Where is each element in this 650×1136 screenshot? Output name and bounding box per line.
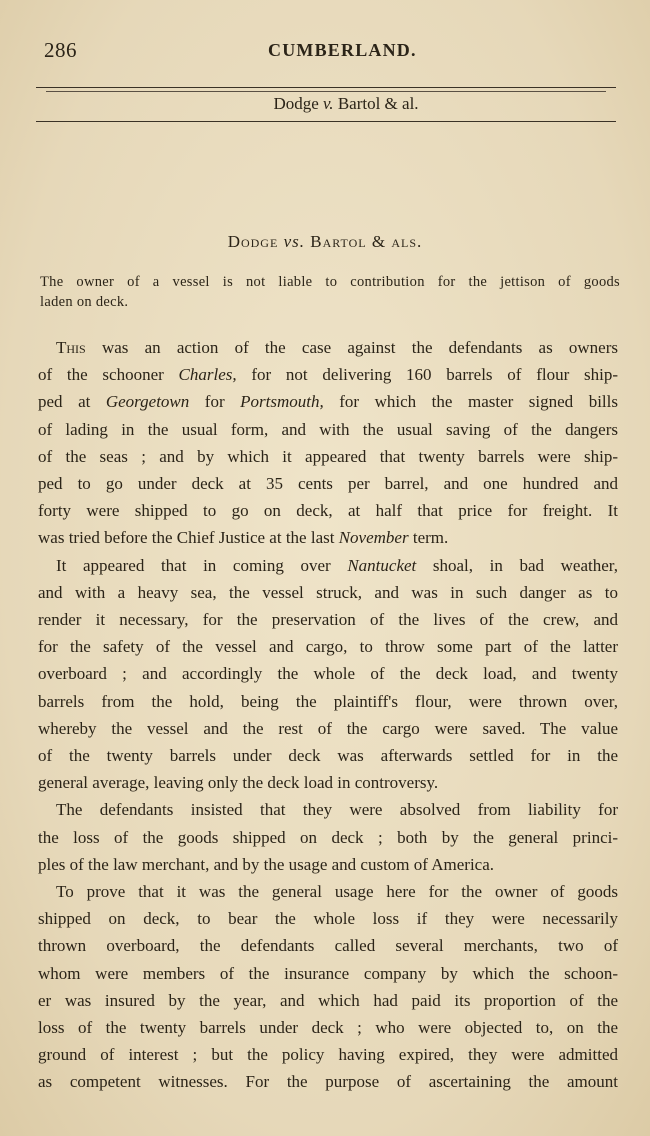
text-run: of lading in the usual form, and with the usual saving of the dangers bbox=[38, 419, 618, 439]
text-line bbox=[38, 579, 618, 606]
page-header bbox=[0, 34, 650, 64]
text-line bbox=[38, 470, 618, 497]
text-line bbox=[38, 960, 618, 987]
case-ref-right: Bartol & al. bbox=[337, 94, 419, 113]
text-run: To prove that it was the general usage here for the owner of goods bbox=[56, 882, 618, 902]
text-line bbox=[38, 715, 618, 742]
text-run: whereby the vessel and the rest of the cargo were saved. The value bbox=[38, 718, 618, 738]
text-line bbox=[38, 552, 618, 579]
text-line bbox=[38, 742, 618, 769]
text-line bbox=[38, 388, 618, 415]
text-line bbox=[38, 660, 618, 687]
text-run: forty were shipped to go on deck, at half that price for freight. It bbox=[38, 501, 618, 521]
text-run: term. bbox=[408, 528, 449, 548]
syllabus-line: laden on deck. bbox=[40, 294, 129, 310]
text-run: ples of the law merchant, and by the usage and custom of America. bbox=[38, 854, 495, 874]
case-title-left: Dodge bbox=[227, 232, 279, 251]
case-ref-left: Dodge bbox=[273, 94, 319, 113]
text-line bbox=[38, 334, 618, 361]
text-run: render it necessary, for the preservation of the lives of the crew, and bbox=[38, 610, 618, 630]
italic-text: Georgetown bbox=[105, 392, 190, 412]
text-run: the loss of the goods shipped on deck ; both by the general princi- bbox=[38, 827, 618, 847]
text-line bbox=[38, 361, 618, 388]
text-line bbox=[38, 851, 618, 878]
text-run: ground of interest ; but the policy having expired, they were admitted bbox=[38, 1045, 618, 1065]
text-run: of the schooner bbox=[38, 365, 179, 385]
body-text bbox=[38, 334, 618, 1096]
text-run: for not delivering 160 barrels of flour ship- bbox=[236, 365, 618, 385]
text-run: The defendants insisted that they were absolved from liability for bbox=[56, 800, 618, 820]
text-line bbox=[38, 606, 618, 633]
italic-text: November bbox=[338, 528, 409, 548]
syllabus bbox=[40, 272, 620, 312]
italic-text: Charles, bbox=[178, 365, 237, 385]
text-run: general average, leaving only the deck load in controversy. bbox=[38, 773, 439, 793]
text-run: shoal, in bad weather, bbox=[416, 555, 618, 575]
syllabus-line: The owner of a vessel is not liable to contribution for the jettison of goods bbox=[40, 274, 620, 290]
running-head: CUMBERLAND. bbox=[268, 40, 417, 60]
text-line bbox=[38, 416, 618, 443]
text-run: thrown overboard, the defendants called several merchants, two of bbox=[38, 936, 618, 956]
header-rule-top-inner bbox=[46, 91, 606, 92]
text-line bbox=[38, 796, 618, 823]
text-line bbox=[38, 905, 618, 932]
text-run: whom were members of the insurance company by which the schoon- bbox=[38, 963, 618, 983]
text-line bbox=[38, 932, 618, 959]
text-line bbox=[38, 633, 618, 660]
text-line bbox=[38, 878, 618, 905]
text-run: shipped on deck, to bear the whole loss if they were necessarily bbox=[38, 909, 618, 929]
text-run: loss of the twenty barrels under deck ; who were objected to, on the bbox=[38, 1018, 618, 1038]
italic-text: Portsmouth, bbox=[240, 392, 324, 412]
text-run: of the seas ; and by which it appeared that twenty barrels were ship- bbox=[38, 446, 618, 466]
text-line bbox=[38, 1068, 618, 1095]
header-rule-top bbox=[36, 87, 616, 88]
case-title bbox=[0, 232, 650, 252]
text-run: as competent witnesses. For the purpose of ascertaining the amount bbox=[38, 1072, 618, 1092]
text-line bbox=[38, 1014, 618, 1041]
text-line bbox=[38, 769, 618, 796]
header-rule-bottom bbox=[36, 121, 616, 122]
text-run: overboard ; and accordingly the whole of the deck load, and twenty bbox=[38, 664, 618, 684]
text-line bbox=[38, 1041, 618, 1068]
text-run: for which the master signed bills bbox=[323, 392, 618, 412]
text-run: barrels from the hold, being the plaintiff's flour, were thrown over, bbox=[38, 691, 618, 711]
case-reference bbox=[0, 94, 650, 114]
page-number: 286 bbox=[44, 38, 77, 62]
text-line bbox=[38, 987, 618, 1014]
text-run: ped to go under deck at 35 cents per barrel, and one hundred and bbox=[38, 474, 618, 494]
text-run: er was insured by the year, and which had paid its proportion of the bbox=[38, 990, 618, 1010]
text-line bbox=[38, 443, 618, 470]
text-run: This bbox=[56, 338, 86, 357]
text-run: for the safety of the vessel and cargo, to throw some part of the latter bbox=[38, 637, 618, 657]
text-line bbox=[38, 524, 618, 551]
text-run: was tried before the Chief Justice at the last bbox=[38, 528, 339, 548]
text-run: for bbox=[189, 392, 241, 412]
case-ref-v: v. bbox=[323, 94, 334, 113]
case-title-vs: vs. bbox=[283, 232, 305, 251]
text-run: ped at bbox=[38, 392, 106, 412]
text-line bbox=[38, 688, 618, 715]
case-title-right: Bartol & als. bbox=[310, 232, 423, 251]
text-run: of the twenty barrels under deck was afterwards settled for in the bbox=[38, 746, 618, 766]
text-run: and with a heavy sea, the vessel struck, and was in such danger as to bbox=[38, 582, 618, 602]
text-line bbox=[38, 497, 618, 524]
text-line bbox=[38, 824, 618, 851]
italic-text: Nantucket bbox=[347, 555, 417, 575]
text-run: was an action of the case against the defendants as owners bbox=[85, 338, 618, 357]
text-run: It appeared that in coming over bbox=[56, 555, 348, 575]
